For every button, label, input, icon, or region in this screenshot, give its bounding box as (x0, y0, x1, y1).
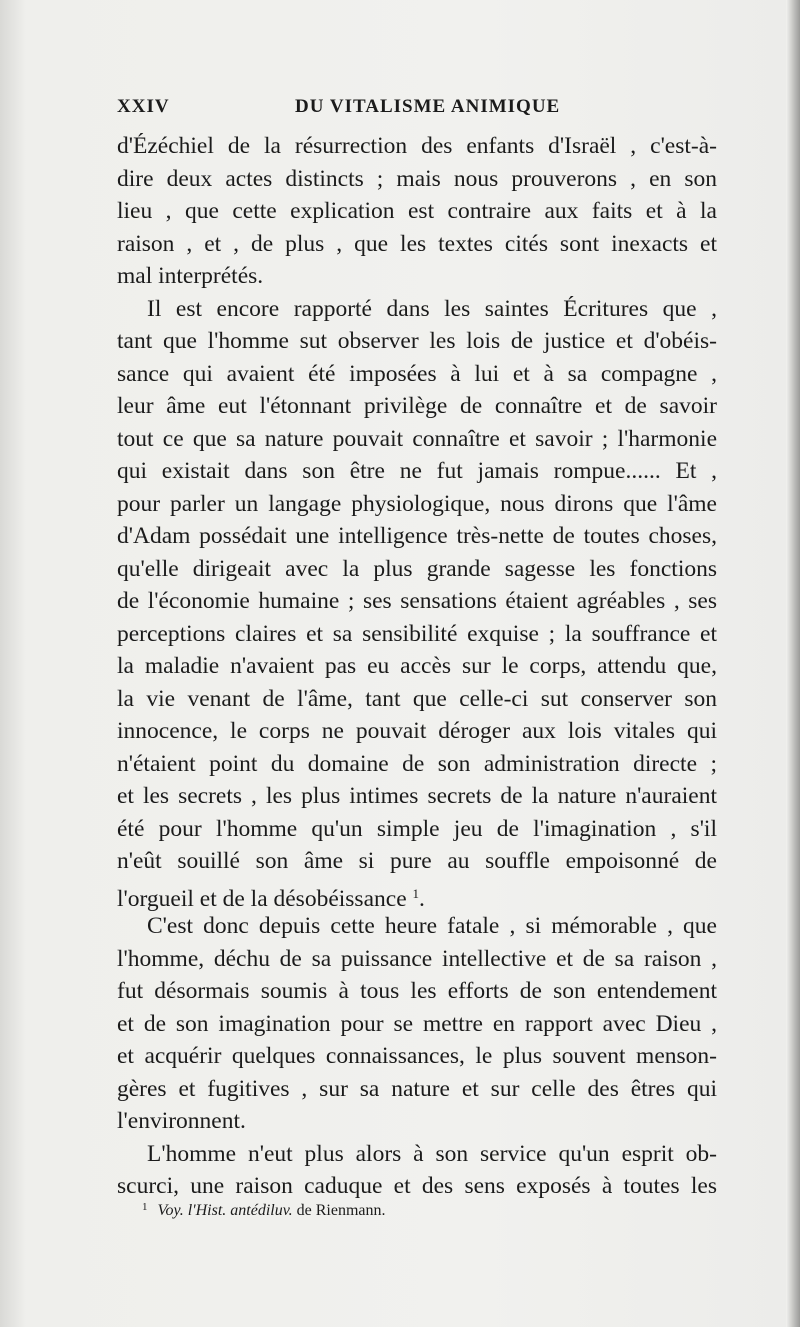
footnote-reference: 1 (412, 885, 419, 901)
text-line: la maladie n'avaient pas eu accès sur le corps, attendu que, (117, 653, 717, 679)
text-line: d'Ézéchiel de la résurrection des enfants d'Israël , c'est-à- (117, 133, 717, 159)
text-line: lieu , que cette explication est contraire aux faits et à la (117, 198, 717, 224)
text-line: la vie venant de l'âme, tant que celle-ci sut conserver son (117, 685, 717, 712)
text-line: tant que l'homme sut observer les lois de justice et d'obéis- (117, 328, 717, 354)
text-line: tout ce que sa nature pouvait connaître et savoir ; l'harmonie (117, 425, 717, 452)
text-line: et les secrets , les plus intimes secrets de la nature n'auraient (117, 783, 717, 809)
page-edge (786, 0, 800, 1327)
text-line-with-note (117, 878, 717, 911)
footnote-reference-period: . (419, 885, 425, 912)
text-line: L'homme n'eut plus alors à son service qu'un esprit ob- (147, 1140, 717, 1167)
text-line: scurci, une raison caduque et des sens exposés à toutes les (117, 1173, 717, 1199)
footnote-rest: de Rienmann. (292, 1202, 386, 1219)
footnote-abbr: Voy. l' (157, 1202, 196, 1219)
text-line: qui existait dans son être ne fut jamais rompue...... Et , (117, 458, 717, 484)
text-line: n'eût souillé son âme si pure au souffle empoisonné de (117, 848, 717, 874)
text-line: n'étaient point du domaine de son administration directe ; (117, 750, 717, 777)
text-line: raison , et , de plus , que les textes cités sont inexacts et (117, 230, 717, 257)
text-line: gères et fugitives , sur sa nature et sur celle des êtres qui (117, 1075, 717, 1102)
text-line: l'environnent. (117, 1108, 246, 1134)
text-line: C'est donc depuis cette heure fatale , si mémorable , que (147, 913, 717, 939)
text-line: et acquérir quelques connaissances, le plus souvent menson- (117, 1043, 717, 1069)
running-title: DU VITALISME ANIMIQUE (295, 96, 561, 117)
text-line-content: l'orgueil et de la désobéissance (117, 885, 407, 912)
text-line: innocence, le corps ne pouvait déroger aux lois vitales qui (117, 718, 717, 744)
page-header (117, 96, 717, 126)
footnote (142, 1201, 386, 1220)
text-line: qu'elle dirigeait avec la plus grande sagesse les fonctions (117, 555, 717, 582)
text-line: sance qui avaient été imposées à lui et à sa compagne , (117, 360, 717, 387)
text-line: perceptions claires et sa sensibilité exquise ; la souffrance et (117, 620, 717, 647)
text-line: l'homme, déchu de sa puissance intellective et de sa raison , (117, 945, 717, 972)
page-number: XXIV (117, 96, 170, 117)
text-line: fut désormais soumis à tous les efforts de son entendement (117, 978, 717, 1004)
text-line: d'Adam possédait une intelligence très-nette de toutes choses, (117, 523, 717, 549)
text-line: dire deux actes distincts ; mais nous prouverons , en son (117, 165, 717, 192)
text-line: et de son imagination pour se mettre en rapport avec Dieu , (117, 1010, 717, 1037)
text-line: de l'économie humaine ; ses sensations étaient agréables , ses (117, 588, 717, 614)
text-line: pour parler un langage physiologique, nous dirons que l'âme (117, 490, 717, 517)
text-line: Il est encore rapporté dans les saintes Écritures que , (147, 295, 717, 322)
footnote-number: 1 (142, 1201, 148, 1213)
text-line: leur âme eut l'étonnant privilège de connaître et de savoir (117, 393, 717, 419)
body-text (117, 130, 717, 1203)
text-line: mal interprétés. (117, 263, 264, 289)
footnote-title: Hist. antédiluv. (195, 1202, 293, 1219)
text-line: été pour l'homme qu'un simple jeu de l'imagination , s'il (117, 815, 717, 842)
